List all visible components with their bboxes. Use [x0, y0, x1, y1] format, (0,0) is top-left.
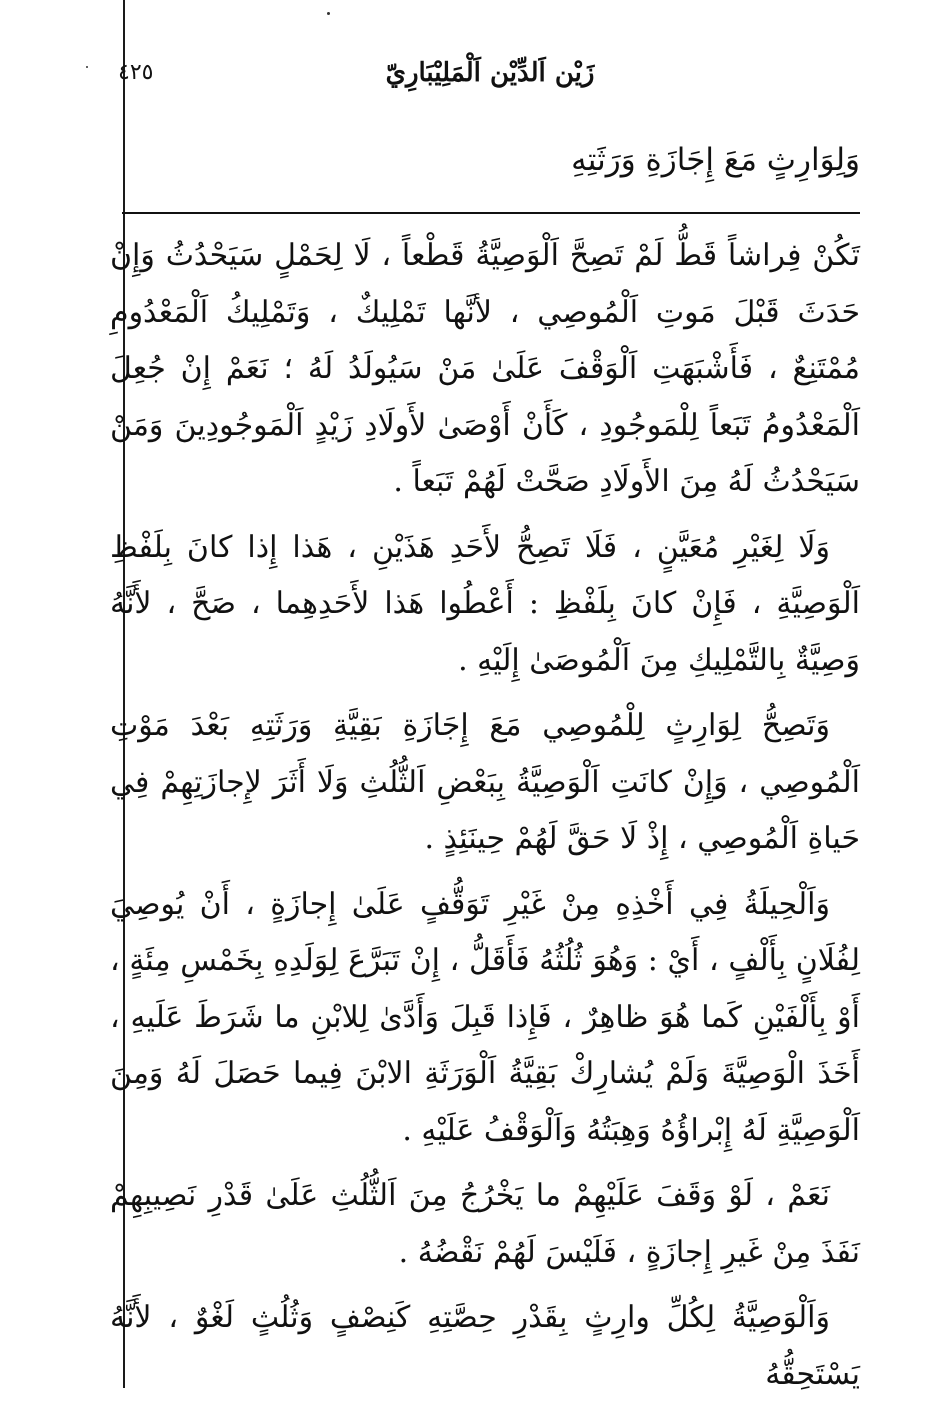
paragraph: نَعَمْ ، لَوْ وَقَفَ عَلَيْهِمْ ما يَخْرُجُ مِنَ اَلثُّلُثِ عَلَىٰ قَدْرِ نَصِيبِهِمْ نَفَذَ مِنْ غَيرِ إِجازَةٍ ، فَلَيْسَ لَهُمْ نَقْضُهُ .	[110, 1178, 860, 1270]
scan-speck	[86, 66, 88, 68]
continued-text-line: وَلِوَارِثٍ مَعَ إِجَازَةِ وَرَثَتِهِ	[571, 142, 860, 178]
paragraph: وَلَا لِغَيْرِ مُعَيَّنٍ ، فَلَا تَصِحُّ لأَحَدِ هَذَيْنِ ، هَذا إِذا كانَ بِلَفْظِ اَلْوَصِيَّةِ ، فَإِنْ كانَ بِلَفْظِ : أَعْطُوا هَذا لأَحَدِهِما ، صَحَّ ، لأَنَّهُ وَصِيَّةٌ بِالتَّمْلِيكِ مِنَ اَلْمُوصَىٰ إِلَيْهِ .	[110, 529, 860, 678]
paragraph: تَكُنْ فِراشاً قَطُّ لَمْ تَصِحَّ اَلْوَصِيَّةُ قَطْعاً ، لَا لِحَمْلٍ سَيَحْدُثُ وَإِنْ حَدَثَ قَبْلَ مَوتِ اَلْمُوصِي ، لأنَّها تَمْلِيكٌ ، وَتَمْلِيكُ اَلْمَعْدُومِ مُمْتَنِعٌ ، فَأَشْبَهَتِ اَلْوَقْفَ عَلَىٰ مَنْ سَيُولَدُ لَهُ ؛ نَعَمْ إِنْ جُعِلَ اَلْمَعْدُومُ تَبَعاً لِلْمَوجُودِ ، كَأَنْ أَوْصَىٰ لأَولَادِ زَيْدٍ اَلْمَوجُودِينَ وَمَنْ سَيَحْدُثُ لَهُ مِنَ الأَولَادِ صَحَّتْ لَهُمْ تَبَعاً .	[110, 238, 860, 499]
paragraph: وَاَلْوَصِيَّةُ لِكُلِّ وارِثٍ بِقَدْرِ حِصَّتِهِ كَنِصْفٍ وَثُلُثٍ لَغْوٌ ، لأَنَّهُ يَسْتَحِقُّهُ	[110, 1300, 860, 1392]
body-text	[110, 228, 860, 1412]
scan-speck	[327, 12, 330, 15]
running-title: زَيْن اَلدِّيْن اَلْمَلِيْبَارِيّ	[385, 58, 595, 88]
separator-rule	[122, 212, 860, 214]
page-number: ٤٢٥	[118, 60, 154, 85]
paragraph: وَتَصِحُّ لِوَارِثٍ لِلْمُوصِي مَعَ إِجَازَةِ بَقِيَّةِ وَرَثَتِهِ بَعْدَ مَوْتِ اَلْمُوصِي ، وَإِنْ كانَتِ اَلْوَصِيَّةُ بِبَعْضِ اَلثُّلُثِ وَلَا أَثَرَ لإِجازَتِهِمْ فِي حَياةِ اَلْمُوصِي ، إِذْ لَا حَقَّ لَهُمْ حِينَئِذٍ .	[110, 708, 860, 856]
paragraph: وَاَلْحِيلَةُ فِي أَخْذِهِ مِنْ غَيْرِ تَوَقُّفٍ عَلَىٰ إِجازَةٍ ، أَنْ يُوصِيَ لِفُلَانٍ بِأَلْفٍ ، أَيْ : وَهُوَ ثُلُثُهُ فَأَقَلُّ ، إِنْ تَبَرَّعَ لِوَلَدِهِ بِخَمْسِ مِئَةٍ ، أَوْ بِأَلْفَيْنِ كَما هُوَ ظاهِرٌ ، فَإِذا قَبِلَ وَأَدَّىٰ لِلابْنِ ما شَرَطَ عَلَيهِ ، أَخَذَ الْوَصِيَّةَ وَلَمْ يُشارِكْ بَقِيَّةُ اَلْوَرَثَةِ الابْنَ فِيما حَصَلَ لَهُ وَمِنَ اَلْوَصِيَّةِ لَهُ إِبْراؤُهُ وَهِبَتُهُ وَاَلْوَقْفُ عَلَيْهِ .	[110, 886, 860, 1148]
